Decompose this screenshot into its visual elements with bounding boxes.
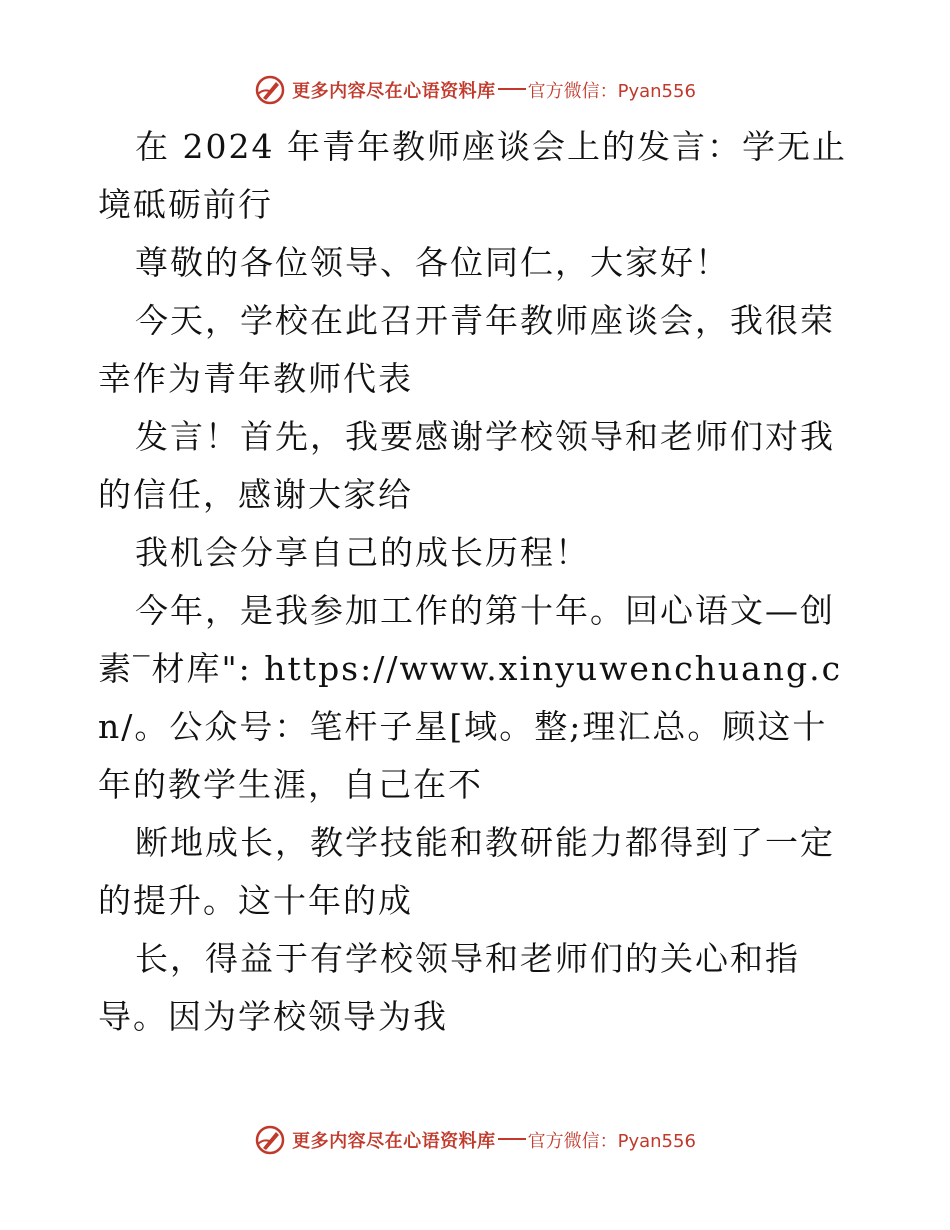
- banner-separator: [498, 1138, 526, 1140]
- paragraph-4: 我机会分享自己的成长历程！: [135, 533, 590, 572]
- quill-pen-logo-icon: [254, 74, 286, 106]
- banner-separator: [498, 88, 526, 90]
- quill-pen-logo-icon: [254, 1124, 286, 1156]
- paragraph-7: 长，得益于有学校领导和老师们的关心和指导。因为学校领导为我: [98, 939, 800, 1036]
- banner-main-text: 更多内容尽在心语资料库: [292, 81, 496, 102]
- document-title: 在 2024 年青年教师座谈会上的发言：学无止境砥砺前行: [98, 127, 847, 224]
- paragraph-5: 今年，是我参加工作的第十年。回心语文—创素‾材库": https://www.xinyuwenchuang.cn/。公众号：笔杆子星[域。整;理汇总。顾这十年的教学生涯，自己在不: [98, 591, 843, 804]
- document-body: [98, 118, 850, 1046]
- banner-main-text: 更多内容尽在心语资料库: [292, 1131, 496, 1152]
- paragraph-1: 尊敬的各位领导、各位同仁，大家好！: [135, 243, 730, 282]
- footer-banner: [0, 1120, 950, 1160]
- paragraph-2: 今天，学校在此召开青年教师座谈会，我很荣幸作为青年教师代表: [98, 301, 835, 398]
- header-banner: [0, 70, 950, 110]
- paragraph-3: 发言！首先，我要感谢学校领导和老师们对我的信任，感谢大家给: [98, 417, 835, 514]
- paragraph-6: 断地成长，教学技能和教研能力都得到了一定的提升。这十年的成: [98, 823, 835, 920]
- banner-wechat-text: 官方微信：Pyan556: [527, 1131, 696, 1152]
- banner-wechat-text: 官方微信：Pyan556: [527, 81, 696, 102]
